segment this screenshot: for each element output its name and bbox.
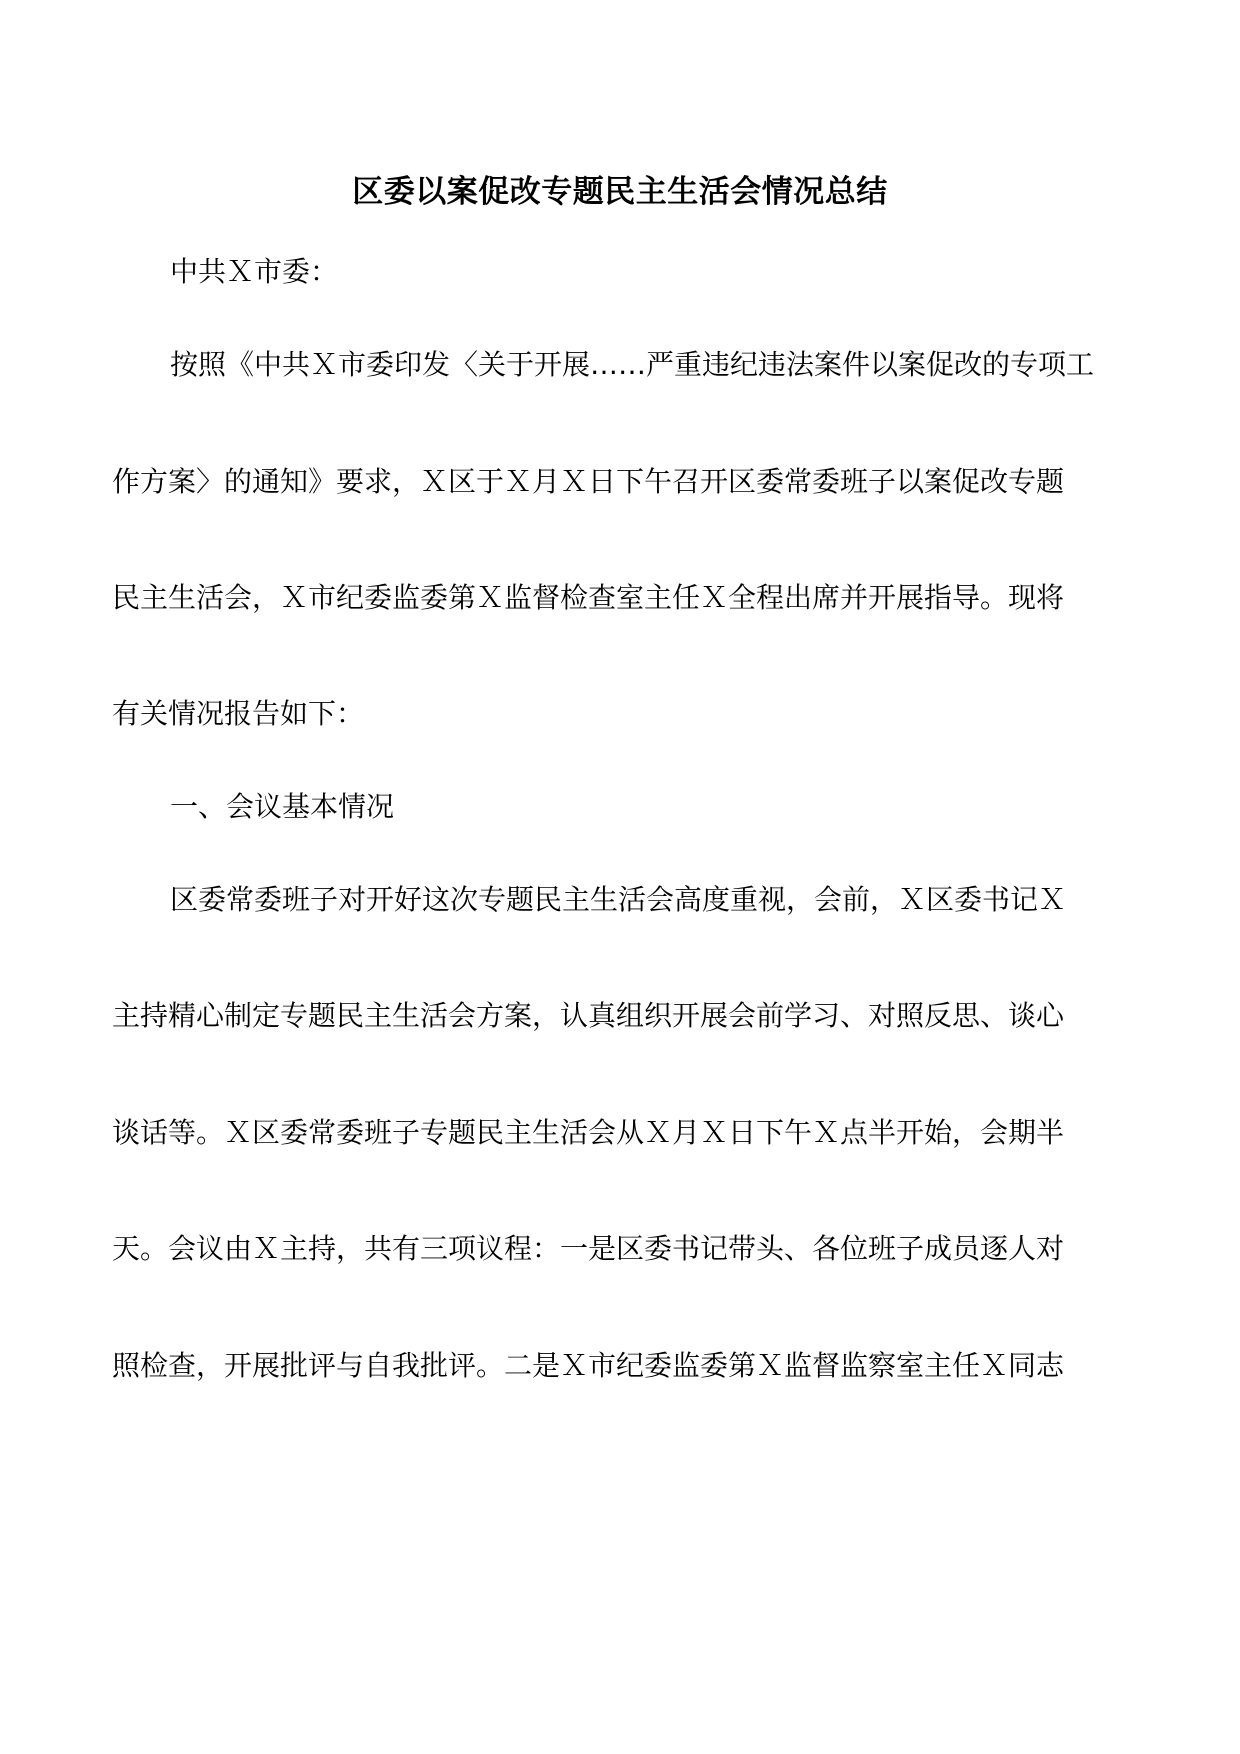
paragraph-line: 民主生活会，Ｘ市纪委监委第Ｘ监督检查室主任Ｘ全程出席并开展指导。现将 <box>112 581 1065 614</box>
document-title: 区委以案促改专题民主生活会情况总结 <box>352 174 888 210</box>
paragraph-line: 天。会议由Ｘ主持，共有三项议程：一是区委书记带头、各位班子成员逐人对 <box>112 1232 1065 1265</box>
paragraph-line: 按照《中共Ｘ市委印发〈关于开展……严重违纪违法案件以案促改的专项工 <box>170 348 1095 381</box>
section-heading: 一、会议基本情况 <box>170 790 395 823</box>
paragraph-line: 有关情况报告如下： <box>112 697 365 730</box>
paragraph-line: 谈话等。Ｘ区委常委班子专题民主生活会从Ｘ月Ｘ日下午Ｘ点半开始，会期半 <box>112 1116 1065 1149</box>
paragraph-line: 作方案〉的通知》要求，Ｘ区于Ｘ月Ｘ日下午召开区委常委班子以案促改专题 <box>112 465 1065 498</box>
paragraph-line: 区委常委班子对开好这次专题民主生活会高度重视，会前，Ｘ区委书记Ｘ <box>170 883 1067 916</box>
salutation: 中共Ｘ市委： <box>170 255 339 288</box>
paragraph-line: 照检查，开展批评与自我批评。二是Ｘ市纪委监委第Ｘ监督监察室主任Ｘ同志 <box>112 1349 1065 1382</box>
paragraph-line: 主持精心制定专题民主生活会方案，认真组织开展会前学习、对照反思、谈心 <box>112 999 1065 1032</box>
